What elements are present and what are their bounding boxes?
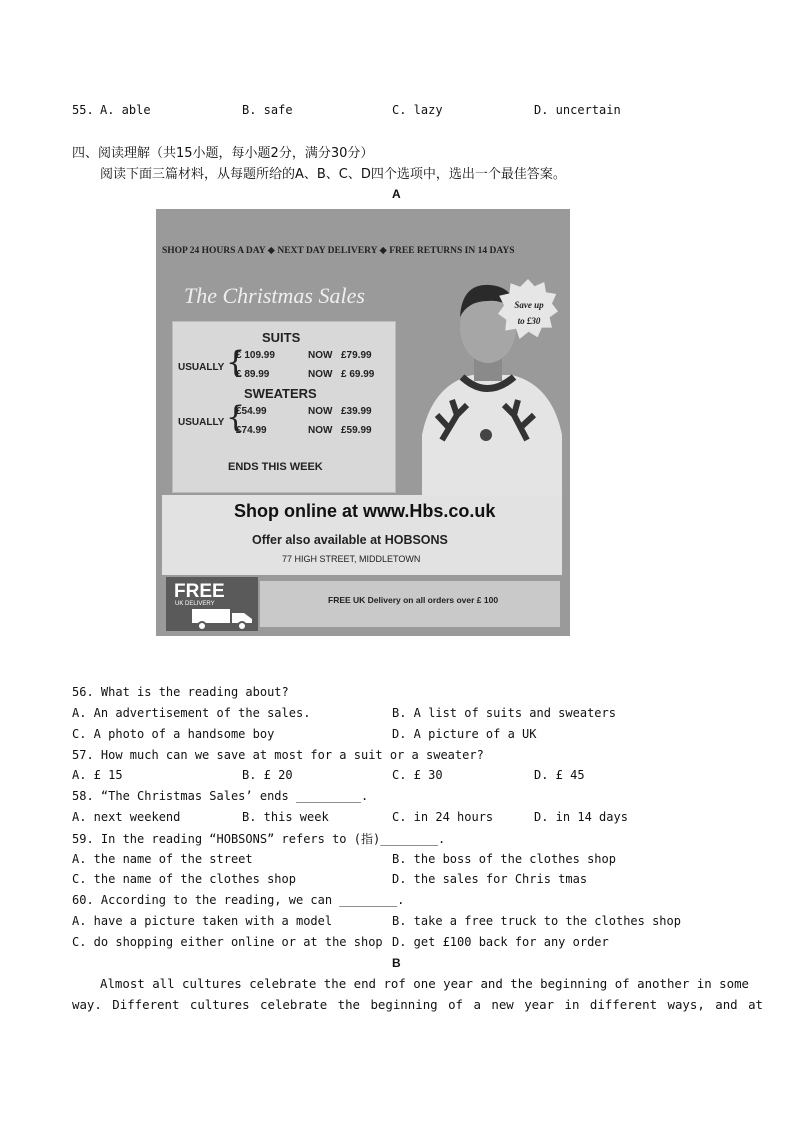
section-heading: 四、阅读理解（共15小题，每小题2分，满分30分） xyxy=(72,146,374,161)
q60-stem: 60. According to the reading, we can ________. xyxy=(72,893,405,907)
suits-brace: { xyxy=(226,345,246,380)
q57-stem: 57. How much can we save at most for a suit or a sweater? xyxy=(72,748,484,762)
suits-now-price-2: £ 69.99 xyxy=(341,369,375,380)
passage-b-line-2: way. Different cultures celebrate the beginning of a new year in different ways, and at xyxy=(72,997,764,1012)
q59-option-d: D. the sales for Chris tmas xyxy=(392,872,588,886)
q57-option-b: B. £ 20 xyxy=(242,768,293,782)
sweaters-heading: SWEATERS xyxy=(244,386,317,401)
free-label: FREE xyxy=(174,581,225,602)
q59-stem: 59. In the reading “HOBSONS” refers to (指)________. xyxy=(72,832,446,846)
suits-now-label-1: NOW xyxy=(308,350,333,361)
q60-option-a: A. have a picture taken with a model xyxy=(72,914,333,928)
q58-stem: 58. “The Christmas Sales’ ends _________. xyxy=(72,789,369,803)
sweaters-usually-label: USUALLY xyxy=(178,417,225,428)
save-badge-text: Save up to £30 xyxy=(514,300,544,326)
sweaters-brace: { xyxy=(226,400,246,435)
passage-a-label: A xyxy=(392,187,401,201)
q56-option-c: C. A photo of a handsome boy xyxy=(72,727,275,741)
q58-option-a: A. next weekend xyxy=(72,810,181,824)
ad-top-banner: SHOP 24 HOURS A DAY ◆ NEXT DAY DELIVERY ◆ FREE RETURNS IN 14 DAYS xyxy=(162,246,515,256)
q59-option-c: C. the name of the clothes shop xyxy=(72,872,296,886)
q55-option-a: A. able xyxy=(100,103,151,117)
shop-online-text: Shop online at www.Hbs.co.uk xyxy=(234,501,496,521)
ends-this-week: ENDS THIS WEEK xyxy=(228,461,323,473)
suits-now-price-1: £79.99 xyxy=(341,350,372,361)
q56-stem: 56. What is the reading about? xyxy=(72,685,289,699)
section-instruction: 阅读下面三篇材料，从每题所给的A、B、C、D四个选项中，选出一个最佳答案。 xyxy=(100,167,566,182)
q55-option-d: D. uncertain xyxy=(534,103,621,117)
sweaters-now-price-2: £59.99 xyxy=(341,425,372,436)
q60-option-b: B. take a free truck to the clothes shop xyxy=(392,914,681,928)
q57-option-a: A. £ 15 xyxy=(72,768,123,782)
q57-option-d: D. £ 45 xyxy=(534,768,585,782)
q55-number: 55. xyxy=(72,103,94,117)
q58-option-b: B. this week xyxy=(242,810,329,824)
sweaters-now-price-1: £39.99 xyxy=(341,406,372,417)
q60-option-c: C. do shopping either online or at the shop xyxy=(72,935,383,949)
q57-option-c: C. £ 30 xyxy=(392,768,443,782)
offer-text: Offer also available at HOBSONS xyxy=(252,533,448,547)
free-delivery-text: FREE UK Delivery on all orders over £ 100 xyxy=(328,595,499,605)
passage-b-label: B xyxy=(392,956,401,970)
q60-option-d: D. get £100 back for any order xyxy=(392,935,609,949)
sweaters-was-price-1: £54.99 xyxy=(236,406,267,417)
passage-b-line-1: Almost all cultures celebrate the end rof one year and the beginning of another in some xyxy=(100,976,750,991)
q56-option-b: B. A list of suits and sweaters xyxy=(392,706,616,720)
suits-heading: SUITS xyxy=(262,330,301,345)
sweaters-was-price-2: £74.99 xyxy=(236,425,267,436)
suits-was-price-1: £ 109.99 xyxy=(236,350,275,361)
ad-title: The Christmas Sales xyxy=(184,283,365,308)
q58-option-d: D. in 14 days xyxy=(534,810,628,824)
q55-option-b: B. safe xyxy=(242,103,293,117)
suits-was-price-2: £ 89.99 xyxy=(236,369,270,380)
sweaters-now-label-2: NOW xyxy=(308,425,333,436)
shop-address: 77 HIGH STREET, MIDDLETOWN xyxy=(282,554,421,564)
q59-option-a: A. the name of the street xyxy=(72,852,253,866)
q58-option-c: C. in 24 hours xyxy=(392,810,494,824)
truck-icon xyxy=(190,607,256,631)
uk-delivery-label: UK DELIVERY xyxy=(175,601,215,607)
sweaters-now-label-1: NOW xyxy=(308,406,333,417)
q56-option-a: A. An advertisement of the sales. xyxy=(72,706,311,720)
q59-option-b: B. the boss of the clothes shop xyxy=(392,852,616,866)
suits-usually-label: USUALLY xyxy=(178,362,225,373)
q56-option-d: D. A picture of a UK xyxy=(392,727,537,741)
q55-option-c: C. lazy xyxy=(392,103,443,117)
suits-now-label-2: NOW xyxy=(308,369,333,380)
advertisement-image xyxy=(156,209,570,636)
